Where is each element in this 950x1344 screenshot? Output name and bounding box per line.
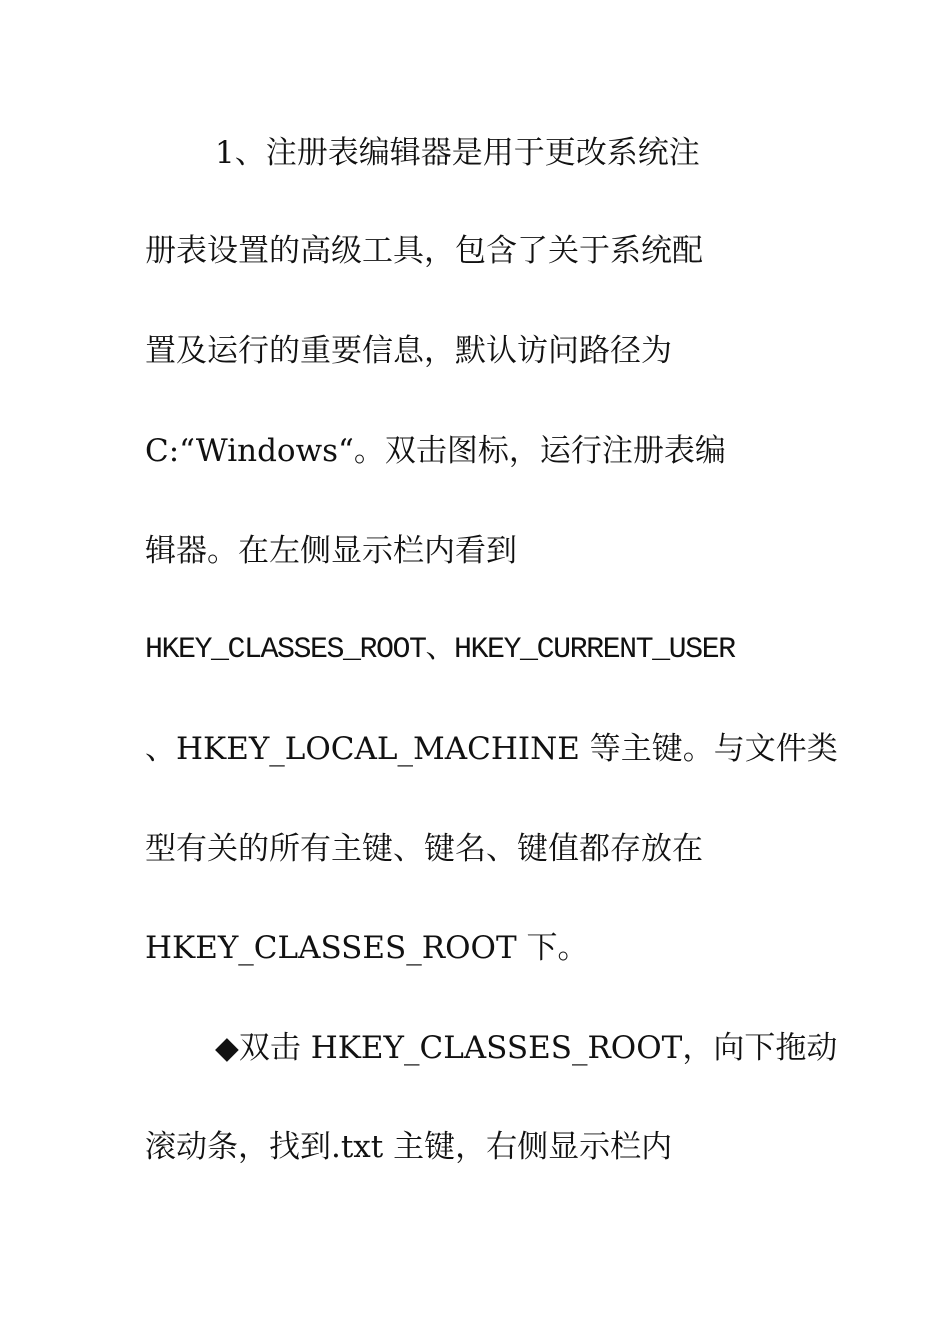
paragraph-1-line-7: 、HKEY_LOCAL_MACHINE 等主键。与文件类 (145, 731, 838, 767)
paragraph-1-line-8: 型有关的所有主键、键名、键值都存放在 (145, 831, 703, 867)
paragraph-2-line-1: ◆双击 HKEY_CLASSES_ROOT，向下拖动 (215, 1030, 838, 1066)
paragraph-1-line-1: 1、注册表编辑器是用于更改系统注 (215, 135, 700, 171)
paragraph-1-line-5: 辑器。在左侧显示栏内看到 (145, 533, 517, 569)
paragraph-1-line-6: HKEY_CLASSES_ROOT、HKEY_CURRENT_USER (145, 633, 735, 667)
paragraph-2-line-2: 滚动条，找到.txt 主键，右侧显示栏内 (145, 1129, 673, 1165)
paragraph-1-line-4: C:“Windows“。双击图标，运行注册表编 (145, 433, 726, 469)
paragraph-1-line-3: 置及运行的重要信息，默认访问路径为 (145, 333, 672, 369)
paragraph-1-line-9: HKEY_CLASSES_ROOT 下。 (145, 930, 589, 966)
paragraph-1-line-2: 册表设置的高级工具，包含了关于系统配 (145, 233, 703, 269)
